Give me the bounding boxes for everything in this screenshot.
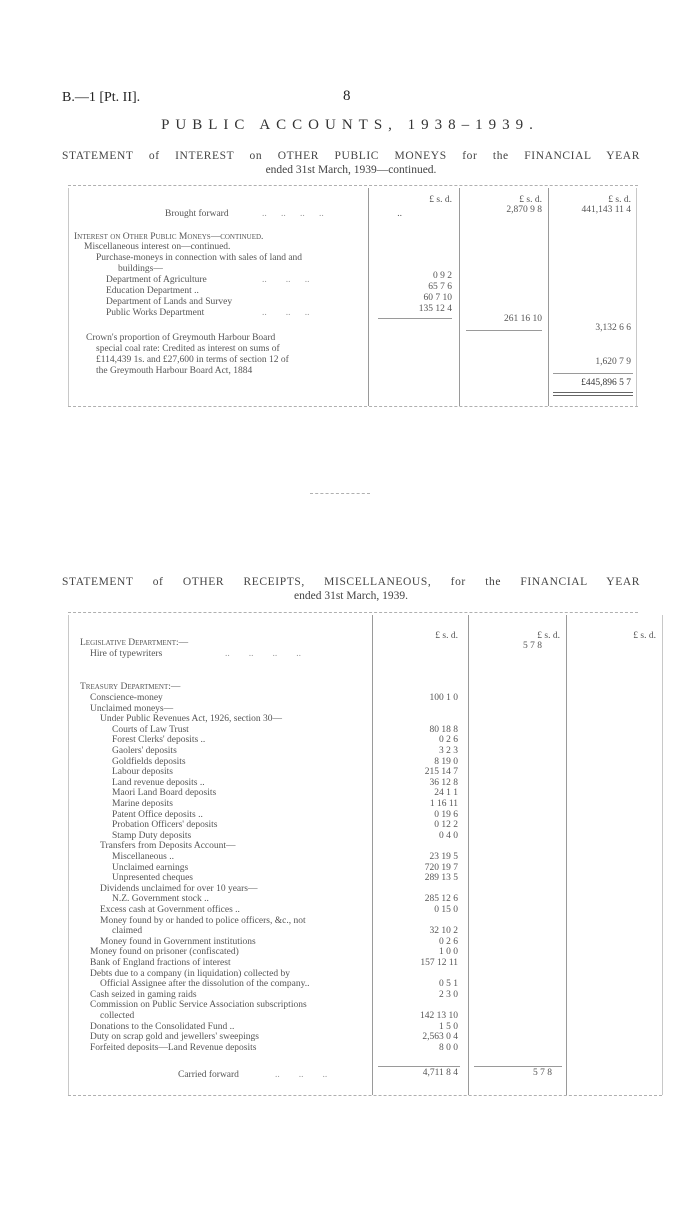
s2-line-amount: 0 2 6 (439, 735, 458, 746)
s1-crown-line: the Greymouth Harbour Board Act, 1884 (96, 366, 253, 376)
s2-line-amount: 285 12 6 (424, 894, 458, 905)
document-reference: B.—1 [Pt. II]. (62, 90, 141, 105)
s2-line-label: Marine deposits (112, 799, 173, 809)
s2-legislative-heading: Legislative Department:— (80, 638, 189, 648)
s2-line-label: N.Z. Government stock .. (112, 894, 209, 905)
s2-line-amount: 2,563 0 4 (422, 1032, 458, 1043)
s2-carried-forward-col2: 5 7 8 (533, 1068, 552, 1078)
s1-row-label: Department of Agriculture (106, 275, 207, 285)
s2-line-label: Debts due to a company (in liquidation) collected by (90, 968, 290, 979)
s2-line-label: Forfeited deposits—Land Revenue deposits (90, 1042, 257, 1053)
s2-line-amount: 215 14 7 (424, 767, 458, 778)
s1-subtotal-col2: 261 16 10 (504, 314, 542, 324)
s2-line-label: Bank of England fractions of interest (90, 958, 231, 968)
statement2-subtitle: ended 31st March, 1939. (293, 590, 409, 602)
s2-line-amount: 0 12 2 (434, 820, 458, 831)
page-number: 8 (343, 88, 351, 104)
s1-sub-heading: Miscellaneous interest on—continued. (84, 242, 231, 252)
s2-line-label: Stamp Duty deposits (112, 830, 192, 841)
s2-line-label: Courts of Law Trust (112, 724, 189, 735)
s2-line-amount: 100 1 0 (429, 693, 458, 703)
s2-line-amount: 720 19 7 (424, 862, 458, 873)
s2-line-label: Miscellaneous .. (112, 852, 175, 862)
s1-grand-total: £445,896 5 7 (581, 378, 631, 388)
s2-line-amount: 0 4 0 (439, 830, 458, 841)
s2-line-label: Conscience-money (90, 693, 163, 703)
s2-line-label: Cash seized in gaming raids (90, 989, 197, 1000)
s1-subtotal-col3: 3,132 6 6 (595, 323, 631, 333)
s2-line-amount: 0 19 6 (434, 809, 458, 820)
s2-line-label: collected (100, 1011, 135, 1021)
s2-line-amount: 142 13 10 (420, 1011, 458, 1021)
s2-line-label: Transfers from Deposits Account— (100, 841, 236, 852)
s2-col3-header: £ s. d. (633, 631, 656, 641)
s2-line-label: claimed (112, 926, 143, 937)
s1-col1-header: £ s. d. (429, 195, 452, 205)
s2-line-label: Under Public Revenues Act, 1926, section 30— (100, 714, 283, 725)
s1-row-amount: 0 9 2 (433, 271, 452, 281)
s2-line-label: Gaolers' deposits (112, 746, 177, 756)
s2-line-amount: 36 12 8 (429, 777, 458, 788)
s2-line-label: Excess cash at Government offices .. (100, 905, 240, 915)
s2-line-amount: 32 10 2 (429, 926, 458, 937)
s2-line-label: Dividends unclaimed for over 10 years— (100, 883, 258, 894)
s2-line-label: Donations to the Consolidated Fund .. (90, 1021, 235, 1032)
s2-line-label: Unpresented cheques (112, 873, 193, 884)
s2-col2-header: £ s. d. (537, 631, 560, 641)
s2-line-label: Money found on prisoner (confiscated) (90, 947, 239, 958)
s2-line-amount: 1 0 0 (439, 947, 458, 958)
s1-row-amount: 65 7 6 (428, 282, 452, 292)
s1-col3-header: £ s. d. (608, 195, 631, 205)
s2-legislative-item: Hire of typewriters (90, 649, 163, 659)
s2-carried-forward-label: Carried forward (178, 1070, 239, 1080)
s2-line-amount: 0 5 1 (439, 979, 458, 990)
s2-line-amount: 1 16 11 (429, 799, 458, 809)
s1-purchase-line1: Purchase-moneys in connection with sales of land and (96, 253, 303, 263)
s2-line-label: Land revenue deposits .. (112, 777, 205, 788)
s1-brought-forward-col3: 441,143 11 4 (581, 205, 631, 215)
s1-col2-header: £ s. d. (519, 195, 542, 205)
s1-brought-forward-label: Brought forward (165, 209, 229, 219)
s2-line-label: Duty on scrap gold and jewellers' sweepings (90, 1032, 259, 1043)
statement2-title: STATEMENT of OTHER RECEIPTS, MISCELLANEOUS, for the FINANCIAL YEAR (62, 576, 640, 588)
s2-line-amount: 23 19 5 (429, 852, 458, 862)
s2-line-label: Goldfields deposits (112, 756, 186, 767)
s1-row-amount: 135 12 4 (418, 304, 452, 314)
statement1-subtitle: ended 31st March, 1939—continued. (265, 164, 437, 176)
s2-line-label: Maori Land Board deposits (112, 788, 217, 799)
s1-crown-amount: 1,620 7 9 (595, 357, 631, 367)
s1-crown-line: Crown's proportion of Greymouth Harbour Board (86, 333, 276, 343)
s2-legislative-amount: 5 7 8 (523, 641, 542, 651)
s2-line-amount: 8 19 0 (434, 756, 458, 767)
s2-line-amount: 157 12 11 (420, 958, 458, 968)
s1-crown-line: special coal rate: Credited as interest on sums of (96, 344, 280, 354)
s2-col1-header: £ s. d. (435, 631, 458, 641)
s1-brought-forward-col1: .. (397, 209, 402, 219)
s2-line-amount: 1 5 0 (439, 1021, 458, 1032)
s2-line-amount: 24 1 1 (434, 788, 458, 799)
s2-line-label: Forest Clerks' deposits .. (112, 735, 206, 746)
s2-line-label: Labour deposits (112, 767, 173, 778)
s1-row-label: Department of Lands and Survey (106, 297, 233, 307)
s2-line-label: Unclaimed earnings (112, 862, 189, 873)
s2-line-label: Unclaimed moneys— (90, 703, 174, 714)
s2-treasury-heading: Treasury Department:— (80, 682, 181, 692)
s2-line-label: Money found in Government institutions (100, 936, 256, 947)
s2-line-amount: 3 2 3 (439, 746, 458, 756)
s2-line-amount: 2 3 0 (439, 989, 458, 1000)
s1-section-heading: Interest on Other Public Moneys—continued. (74, 232, 264, 242)
s1-purchase-line2: buildings— (118, 264, 163, 274)
section-divider (310, 493, 370, 494)
s2-line-label: Commission on Public Service Association subscriptions (90, 1000, 307, 1011)
s1-crown-line: £114,439 1s. and £27,600 in terms of section 12 of (96, 355, 289, 365)
s2-line-amount: 0 2 6 (439, 936, 458, 947)
s2-line-label: Probation Officers' deposits (112, 820, 218, 831)
page-title: PUBLIC ACCOUNTS, 1938–1939. (161, 117, 539, 133)
statement1-title: STATEMENT of INTEREST on OTHER PUBLIC MONEYS for the FINANCIAL YEAR (62, 150, 640, 162)
s2-line-amount: 80 18 8 (429, 724, 458, 735)
s2-line-amount: 289 13 5 (424, 873, 458, 884)
s2-line-amount: 8 0 0 (439, 1042, 458, 1053)
s2-line-amount: 0 15 0 (434, 905, 458, 915)
s2-line-label: Patent Office deposits .. (112, 809, 203, 820)
s1-row-label: Education Department .. (106, 286, 199, 296)
s1-brought-forward-col2: 2,870 9 8 (506, 205, 542, 215)
s1-row-label: Public Works Department (106, 308, 205, 318)
s2-carried-forward-col1: 4,711 8 4 (422, 1068, 458, 1078)
s2-line-label: Money found by or handed to police officers, &c., not (100, 915, 306, 926)
s2-line-label: Official Assignee after the dissolution of the company.. (100, 979, 310, 990)
s1-row-amount: 60 7 10 (423, 293, 452, 303)
